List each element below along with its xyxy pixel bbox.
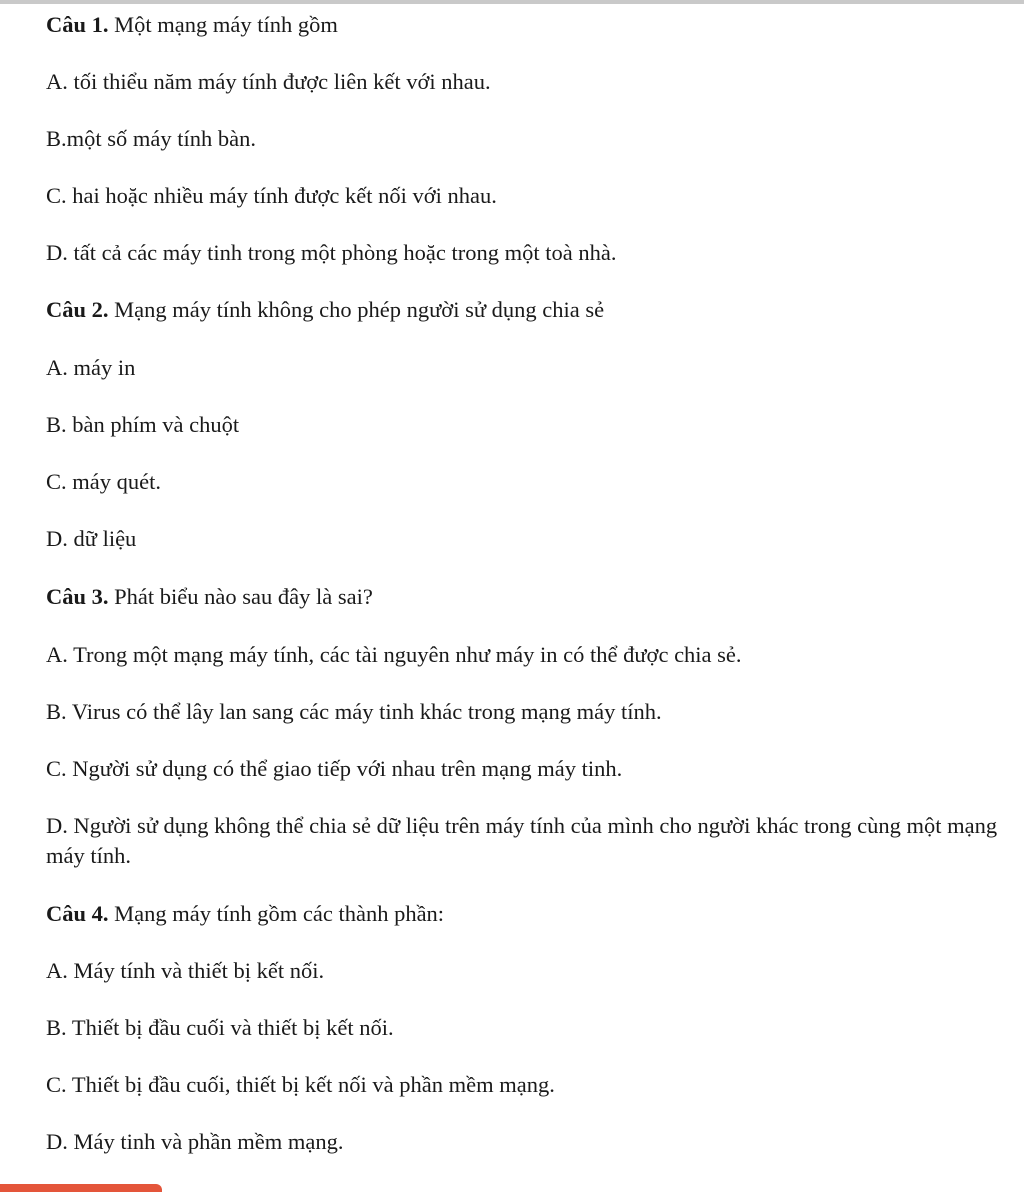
option-2d: D. dữ liệu — [46, 526, 137, 551]
option-2b: B. bàn phím và chuột — [46, 412, 240, 437]
option-3c: C. Người sử dụng có thể giao tiếp với nhau trên mạng máy tinh. — [46, 756, 623, 781]
option-4b: B. Thiết bị đầu cuối và thiết bị kết nối. — [46, 1015, 394, 1040]
option-4a: A. Máy tính và thiết bị kết nối. — [46, 958, 325, 983]
question-3 — [46, 582, 373, 612]
question-prompt: Phát biểu nào sau đây là sai? — [108, 584, 373, 609]
question-prompt: Mạng máy tính không cho phép người sử dụng chia sẻ — [108, 297, 605, 322]
option-3a: A. Trong một mạng máy tính, các tài nguyên như máy in có thể được chia sẻ. — [46, 642, 742, 667]
option-1b: B.một số máy tính bàn. — [46, 126, 256, 151]
question-2 — [46, 295, 604, 325]
question-number: Câu 3. — [46, 584, 109, 609]
option-4c: C. Thiết bị đầu cuối, thiết bị kết nối và phần mềm mạng. — [46, 1072, 555, 1097]
option-3d: D. Người sử dụng không thể chia sẻ dữ liệu trên máy tính của mình cho người khác trong cùng một mạng máy tính. — [46, 813, 998, 868]
question-prompt: Một mạng máy tính gồm — [108, 12, 338, 37]
question-number: Câu 2. — [46, 297, 109, 322]
question-number: Câu 1. — [46, 12, 109, 37]
option-2a: A. máy in — [46, 355, 136, 380]
question-number: Câu 4. — [46, 901, 109, 926]
option-1a: A. tối thiểu năm máy tính được liên kết với nhau. — [46, 69, 491, 94]
top-divider — [0, 0, 1024, 4]
option-1d: D. tất cả các máy tinh trong một phòng hoặc trong một toà nhà. — [46, 240, 617, 265]
option-2c: C. máy quét. — [46, 469, 161, 494]
option-1c: C. hai hoặc nhiều máy tính được kết nối với nhau. — [46, 183, 497, 208]
question-1 — [46, 10, 338, 40]
bottom-accent-bar — [0, 1184, 162, 1192]
question-4 — [46, 899, 444, 929]
question-prompt: Mạng máy tính gồm các thành phần: — [108, 901, 445, 926]
option-3b: B. Virus có thể lây lan sang các máy tinh khác trong mạng máy tính. — [46, 699, 662, 724]
option-4d: D. Máy tinh và phần mềm mạng. — [46, 1129, 344, 1154]
